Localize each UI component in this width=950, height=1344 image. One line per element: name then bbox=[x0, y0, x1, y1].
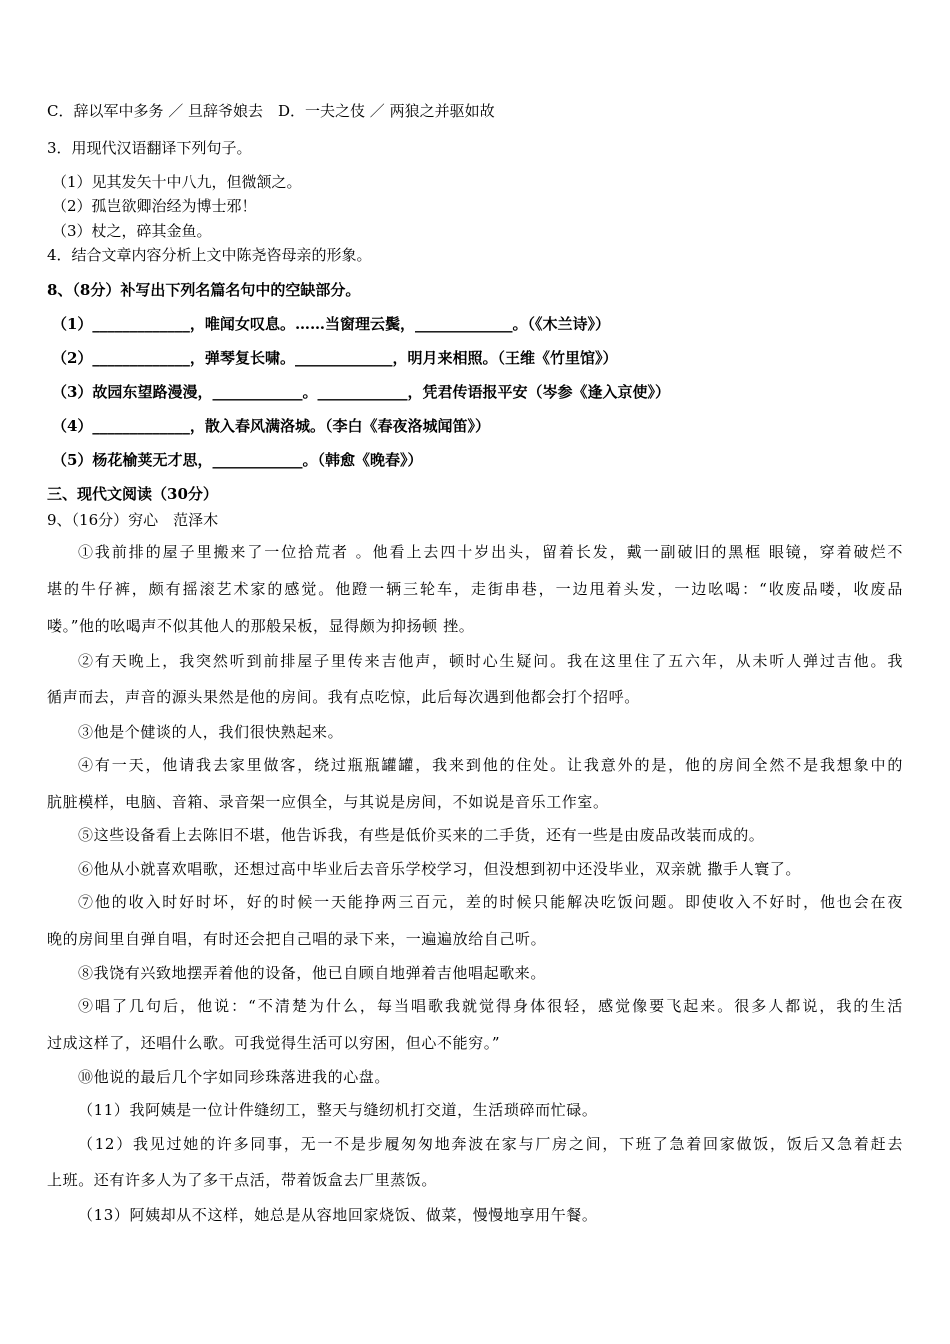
paragraph-4-line-1: ④有一天，他请我去家里做客，绕过瓶瓶罐罐，我来到他的住处。让我意外的是，他的房间全然不是我想象中的 bbox=[78, 756, 903, 774]
section-3-heading: 三、现代文阅读（30分） bbox=[47, 485, 218, 503]
paragraph-12-line-2: 上班。还有许多人为了多干点活，带着饭盒去厂里蒸饭。 bbox=[47, 1171, 438, 1189]
paragraph-9-line-1: ⑨唱了几句后，他说：“不清楚为什么，每当唱歌我就觉得身体很轻，感觉像要飞起来。很多人都说，我的生活 bbox=[78, 997, 903, 1015]
paragraph-7-line-1: ⑦他的收入时好时坏，好的时候一天能挣两三百元，差的时候只能解决吃饭问题。即使收入不好时，他也会在夜 bbox=[78, 893, 903, 911]
paragraph-10: ⑩他说的最后几个字如同珍珠落进我的心盘。 bbox=[78, 1068, 391, 1086]
translation-item-2: （2）孤岂欲卿治经为博士邪！ bbox=[52, 197, 257, 215]
fill-blank-item-3: （3）故园东望路漫漫，____________。____________，凭君传语报平安（岑参《逢入京使》） bbox=[52, 383, 670, 401]
paragraph-3: ③他是个健谈的人，我们很快熟起来。 bbox=[78, 723, 344, 741]
paragraph-11: （11）我阿姨是一位计件缝纫工，整天与缝纫机打交道，生活琐碎而忙碌。 bbox=[78, 1101, 598, 1119]
translation-item-3: （3）杖之，碎其金鱼。 bbox=[52, 222, 212, 240]
fill-blank-item-4: （4）_____________，散入春风满洛城。（李白《春夜洛城闻笛》） bbox=[52, 417, 490, 435]
paragraph-1-line-3: 喽。”他的吆喝声不似其他人的那般呆板，显得颇为抑扬顿 挫。 bbox=[47, 617, 475, 635]
question-option-line: C．辞以军中多务 ／ 旦辞爷娘去 D．一夫之伎 ／ 两狼之并驱如故 bbox=[47, 102, 495, 120]
fill-blank-item-2: （2）_____________，弹琴复长啸。_____________，明月来相照。（王维《竹里馆》） bbox=[52, 349, 618, 367]
paragraph-2-line-2: 循声而去，声音的源头果然是他的房间。我有点吃惊，此后每次遇到他都会打个招呼。 bbox=[47, 688, 640, 706]
translation-item-1: （1）见其发矢十中八九，但微颔之。 bbox=[52, 173, 302, 191]
paragraph-2-line-1: ②有天晚上，我突然听到前排屋子里传来吉他声，顿时心生疑问。我在这里住了五六年，从未听人弹过吉他。我 bbox=[78, 652, 903, 670]
paragraph-4-line-2: 肮脏模样，电脑、音箱、录音架一应俱全，与其说是房间，不如说是音乐工作室。 bbox=[47, 793, 609, 811]
question-8-heading: 8、（8分）补写出下列名篇名句中的空缺部分。 bbox=[47, 281, 361, 299]
paragraph-5: ⑤这些设备看上去陈旧不堪，他告诉我，有些是低价买来的二手货，还有一些是由废品改装而成的。 bbox=[78, 826, 765, 844]
paragraph-13: （13）阿姨却从不这样，她总是从容地回家烧饭、做菜，慢慢地享用午餐。 bbox=[78, 1206, 598, 1224]
fill-blank-item-5: （5）杨花榆荚无才思，____________。（韩愈《晚春》） bbox=[52, 451, 423, 469]
question-9-heading: 9、（16分）穷心 范泽木 bbox=[47, 511, 219, 529]
question-4-heading: 4．结合文章内容分析上文中陈尧咨母亲的形象。 bbox=[47, 246, 372, 264]
paragraph-7-line-2: 晚的房间里自弹自唱，有时还会把自己唱的录下来，一遍遍放给自己听。 bbox=[47, 930, 547, 948]
paragraph-1-line-1: ①我前排的屋子里搬来了一位拾荒者 。他看上去四十岁出头，留着长发，戴一副破旧的黑框 眼镜，穿着破烂不 bbox=[78, 543, 903, 561]
paragraph-8: ⑧我饶有兴致地摆弄着他的设备，他已自顾自地弹着吉他唱起歌来。 bbox=[78, 964, 547, 982]
paragraph-12-line-1: （12）我见过她的许多同事，无一不是步履匆匆地奔波在家与厂房之间，下班了急着回家做饭，饭后又急着赶去 bbox=[78, 1135, 903, 1153]
fill-blank-item-1: （1）_____________，唯闻女叹息。……当窗理云鬓，_____________。（《木兰诗》） bbox=[52, 315, 610, 333]
paragraph-9-line-2: 过成这样了，还唱什么歌。可我觉得生活可以穷困，但心不能穷。” bbox=[47, 1034, 501, 1052]
question-3-heading: 3．用现代汉语翻译下列句子。 bbox=[47, 139, 252, 157]
paragraph-6: ⑥他从小就喜欢唱歌，还想过高中毕业后去音乐学校学习，但没想到初中还没毕业，双亲就 撒手人寰了。 bbox=[78, 860, 801, 878]
paragraph-1-line-2: 堪的牛仔裤，颇有摇滚艺术家的感觉。他蹬一辆三轮车，走街串巷，一边甩着头发，一边吆喝：“收废品喽，收废品 bbox=[47, 580, 903, 598]
